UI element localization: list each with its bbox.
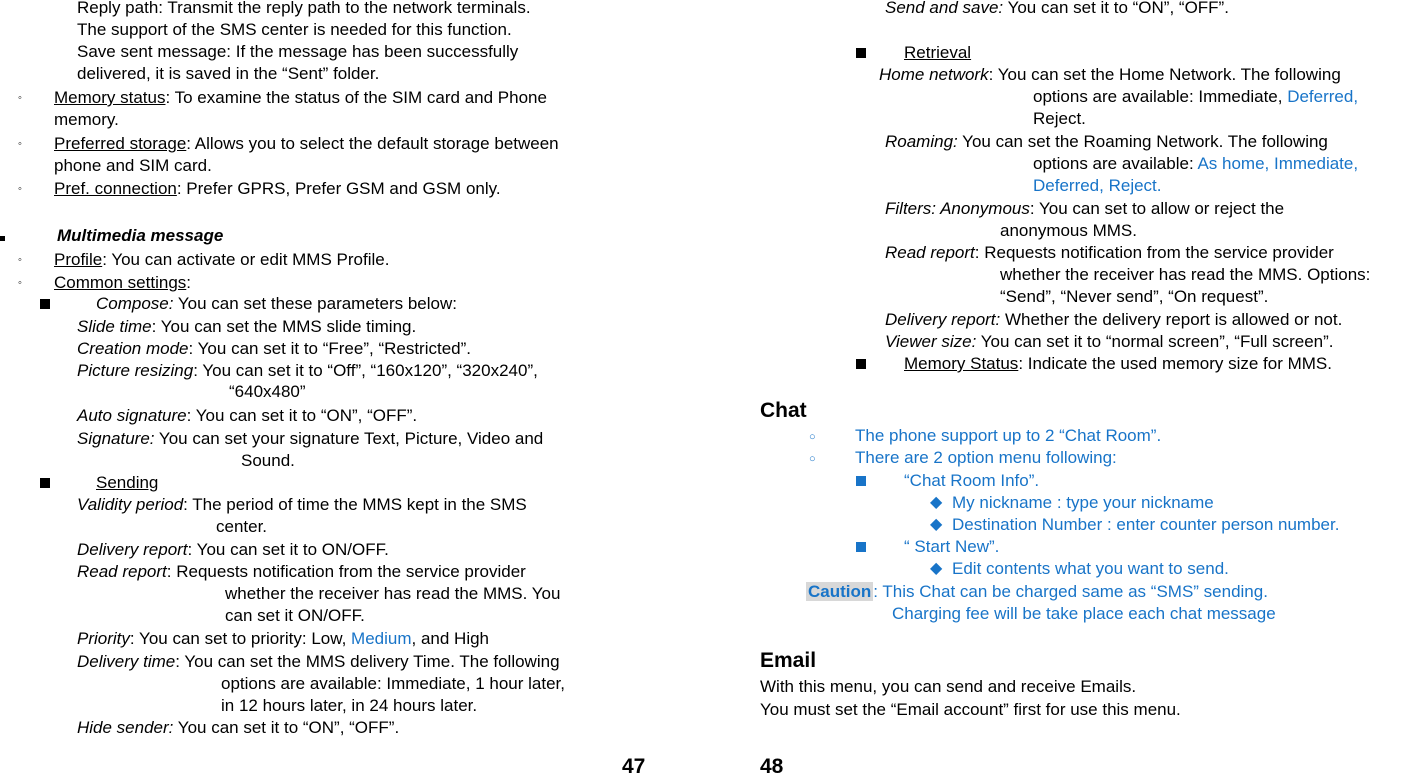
compose-picture-resizing-cont: “640x480”: [229, 382, 306, 401]
circle-bullet-icon: ◦: [18, 183, 22, 195]
sending-validity-cont: center.: [216, 517, 268, 536]
list-item-cont: memory.: [54, 110, 119, 129]
diamond-bullet-icon: ◆: [930, 560, 943, 577]
intro-line: delivered, it is saved in the “Sent” folder.: [77, 64, 380, 83]
compose-signature-cont: Sound.: [241, 451, 295, 470]
square-bullet-icon: [856, 42, 866, 64]
read-report-cont: “Send”, “Never send”, “On request”.: [1000, 287, 1269, 306]
section-heading-mms: Multimedia message: [57, 226, 224, 245]
circle-bullet-icon: ◦: [18, 138, 22, 150]
diamond-bullet-icon: ◆: [930, 494, 943, 511]
sending-delivery-time-cont: in 12 hours later, in 24 hours later.: [221, 696, 478, 715]
sending-validity-period: Validity period: The period of time the MMS kept in the SMS: [77, 495, 527, 514]
square-bullet-icon: [40, 293, 50, 315]
chat-item: There are 2 option menu following:: [855, 448, 1117, 467]
list-item-memory-status-mms: Memory Status: Indicate the used memory size for MMS.: [904, 354, 1332, 373]
caution-cont: Charging fee will be take place each chat message: [892, 604, 1276, 623]
intro-line: Reply path: Transmit the reply path to the network terminals.: [77, 0, 531, 17]
list-item-cont: phone and SIM card.: [54, 156, 212, 175]
retrieval-viewer-size: Viewer size: You can set it to “normal screen”, “Full screen”.: [885, 332, 1334, 351]
chat-room-info-item: Destination Number : enter counter person number.: [952, 515, 1340, 534]
circle-bullet-icon: ◦: [18, 277, 22, 289]
sending-read-report: Read report: Requests notification from the service provider: [77, 562, 526, 581]
square-bullet-icon: [40, 472, 50, 494]
sending-delivery-report: Delivery report: You can set it to ON/OFF.: [77, 540, 389, 559]
compose-creation-mode: Creation mode: You can set it to “Free”, “Restricted”.: [77, 339, 472, 358]
sending-read-report-cont: can set it ON/OFF.: [225, 606, 365, 625]
compose-picture-resizing: Picture resizing: You can set it to “Off”, “160x120”, “320x240”,: [77, 361, 538, 380]
list-item-pref-connection: Pref. connection: Prefer GPRS, Prefer GSM and GSM only.: [54, 179, 501, 198]
retrieval-home-network: Home network: You can set the Home Network. The following: [879, 65, 1341, 84]
list-item-common-settings: Common settings:: [54, 273, 192, 292]
circle-bullet-icon: ○: [809, 431, 816, 443]
list-item-sending: Sending: [96, 473, 159, 492]
email-line: With this menu, you can send and receive Emails.: [760, 677, 1137, 696]
circle-bullet-icon: ◦: [18, 92, 22, 104]
chat-room-info: “Chat Room Info”.: [904, 471, 1040, 490]
intro-line: Save sent message: If the message has been successfully: [77, 42, 519, 61]
sending-delivery-time: Delivery time: You can set the MMS delivery Time. The following: [77, 652, 560, 671]
circle-bullet-icon: ○: [809, 453, 816, 465]
sending-hide-sender: Hide sender: You can set it to “ON”, “OFF”.: [77, 718, 400, 737]
section-heading-chat: Chat: [760, 399, 807, 422]
page-number-left: 47: [622, 755, 646, 778]
start-new-item: Edit contents what you want to send.: [952, 559, 1229, 578]
roaming-cont: Deferred, Reject.: [1033, 176, 1162, 195]
compose-slide-time: Slide time: You can set the MMS slide timing.: [77, 317, 417, 336]
retrieval-delivery-report: Delivery report: Whether the delivery report is allowed or not.: [885, 310, 1343, 329]
email-line: You must set the “Email account” first for use this menu.: [760, 700, 1181, 719]
sending-delivery-time-cont: options are available: Immediate, 1 hour later,: [221, 674, 565, 693]
caution-label: Caution: [808, 582, 872, 601]
chat-room-info-item: My nickname : type your nickname: [952, 493, 1214, 512]
section-heading-email: Email: [760, 649, 817, 672]
circle-bullet-icon: ◦: [18, 254, 22, 266]
chat-item: The phone support up to 2 “Chat Room”.: [855, 426, 1162, 445]
list-item-memory-status: Memory status: To examine the status of the SIM card and Phone: [54, 88, 547, 107]
intro-line: The support of the SMS center is needed for this function.: [77, 20, 512, 39]
retrieval-read-report: Read report: Requests notification from the service provider: [885, 243, 1334, 262]
send-and-save: Send and save: You can set it to “ON”, “OFF”.: [885, 0, 1229, 17]
read-report-cont: whether the receiver has read the MMS. Options:: [1000, 265, 1371, 284]
list-item-profile: Profile: You can activate or edit MMS Profile.: [54, 250, 390, 269]
page-number-right: 48: [760, 755, 784, 778]
home-network-cont: Reject.: [1033, 109, 1086, 128]
compose-signature: Signature: You can set your signature Text, Picture, Video and: [77, 429, 544, 448]
square-bullet-icon: [856, 353, 866, 375]
sending-priority: Priority: You can set to priority: Low, Medium, and High: [77, 629, 490, 648]
home-network-cont: options are available: Immediate, Deferred,: [1033, 87, 1359, 106]
list-item-retrieval: Retrieval: [904, 43, 972, 62]
square-bullet-icon: [0, 225, 5, 247]
filters-cont: anonymous MMS.: [1000, 221, 1137, 240]
square-bullet-icon: [856, 536, 866, 558]
square-bullet-icon: [856, 470, 866, 492]
retrieval-roaming: Roaming: You can set the Roaming Network. The following: [885, 132, 1328, 151]
compose-auto-signature: Auto signature: You can set it to “ON”, “OFF”.: [77, 406, 418, 425]
sending-read-report-cont: whether the receiver has read the MMS. You: [225, 584, 561, 603]
roaming-cont: options are available: As home, Immediate,: [1033, 154, 1359, 173]
diamond-bullet-icon: ◆: [930, 516, 943, 533]
retrieval-filters: Filters: Anonymous: You can set to allow or reject the: [885, 199, 1285, 218]
caution-note: Caution : This Chat can be charged same as “SMS” sending.: [808, 582, 1268, 601]
start-new: “ Start New”.: [904, 537, 1000, 556]
list-item-preferred-storage: Preferred storage: Allows you to select the default storage between: [54, 134, 559, 153]
list-item-compose: Compose: You can set these parameters below:: [96, 294, 457, 313]
